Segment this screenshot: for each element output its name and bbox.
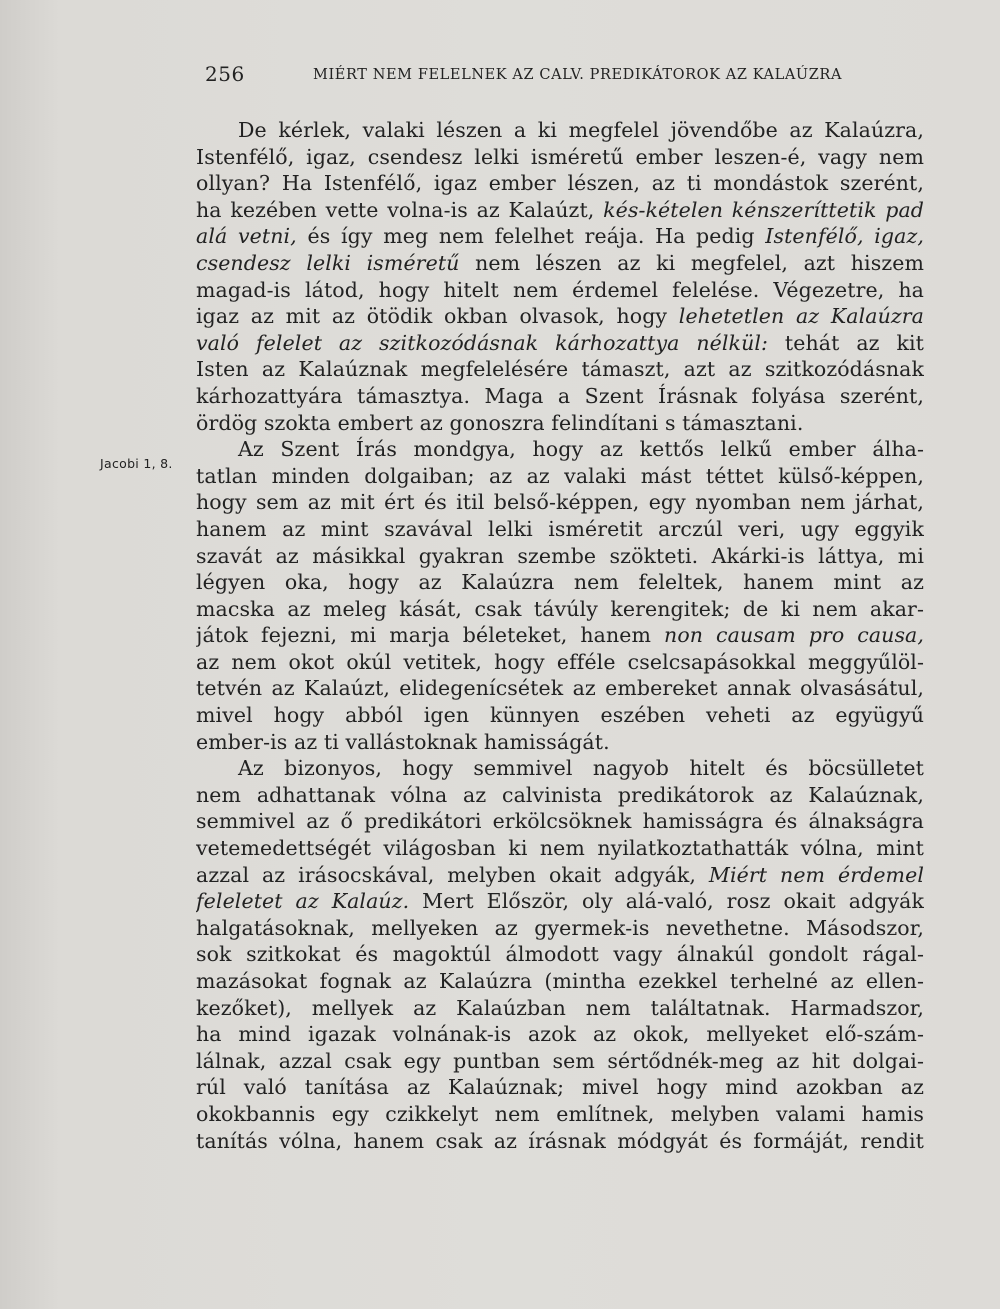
text-segment: szavát az másikkal gyakran szembe szökteti. Akárki-is láttya, mi [196, 543, 924, 568]
body-text [196, 117, 924, 1154]
text-segment: De kérlek, valaki lészen a ki megfelel jövendőbe az Kalaúzra, [238, 118, 924, 142]
text-segment: mazásokat fognak az Kalaúzra (mintha ezekkel terhelné az ellen- [196, 969, 924, 993]
text-line [196, 995, 924, 1022]
text-line [196, 436, 924, 463]
text-line [196, 941, 924, 968]
page-number: 256 [205, 62, 245, 86]
text-line [196, 410, 924, 437]
text-line [196, 782, 924, 809]
text-line [196, 968, 924, 995]
running-title: MIÉRT NEM FELELNEK AZ CALV. PREDIKÁTOROK AZ KALAÚZRA [313, 67, 843, 83]
text-line [196, 356, 924, 383]
text-segment: Az bizonyos, hogy semmivel nagyob hitelt és böcsülletet [238, 756, 924, 781]
text-segment: igaz az mit az ötödik okban olvasok, hogy [196, 304, 679, 329]
text-line [196, 702, 924, 729]
text-line [196, 596, 924, 623]
text-line [196, 622, 924, 649]
text-segment: hogy sem az mit ért és itil belső-képpen, egy nyomban nem járhat, [196, 490, 924, 515]
margin-note: Jacobi 1, 8. [100, 456, 173, 471]
text-segment: tatlan minden dolgaiban; az az valaki mást téttet külső-képpen, [196, 463, 924, 488]
text-segment: tehát az kit [768, 330, 924, 355]
text-segment: macska az meleg kását, csak távúly kerengitek; de ki nem akar- [196, 596, 924, 621]
text-segment: rúl való tanítása az Kalaúznak; mivel hogy mind azokban az [196, 1075, 924, 1100]
text-line [196, 862, 924, 889]
text-line [196, 729, 924, 756]
italic-text: feleletet az Kalaúz. [196, 889, 410, 914]
text-line [196, 675, 924, 702]
text-segment: okokbannis egy czikkelyt nem említnek, melyben valami hamis [196, 1101, 924, 1126]
text-line [196, 117, 924, 144]
running-head [205, 62, 925, 92]
italic-text: lehetetlen az Kalaúzra [678, 304, 924, 329]
text-segment: nem lészen az ki megfelel, azt hiszem [459, 250, 924, 275]
text-segment: kárhozattyára támasztya. Maga a Szent Írásnak folyása szerént, [196, 383, 924, 408]
text-segment: vetemedettségét világosban ki nem nyilatkoztathatták vólna, mint [196, 836, 924, 861]
text-line [196, 915, 924, 942]
text-line [196, 755, 924, 782]
text-line [196, 808, 924, 835]
text-line [196, 250, 924, 277]
text-line [196, 197, 924, 224]
text-segment: ollyan? Ha Istenfélő, igaz ember lészen, az ti mondástok szerént, [196, 171, 924, 196]
text-segment: ördög szokta embert az gonoszra felindítani s támasztani. [196, 410, 804, 435]
text-segment: ember-is az ti vallástoknak hamisságát. [196, 729, 610, 754]
text-line [196, 1048, 924, 1075]
text-line [196, 383, 924, 410]
italic-text: non causam pro causa, [664, 623, 924, 648]
text-segment: ha mind igazak volnának-is azok az okok, mellyeket elő-szám- [196, 1022, 924, 1047]
text-segment: játok fejezni, mi marja béleteket, hanem [196, 623, 665, 648]
text-line [196, 888, 924, 915]
text-line [196, 516, 924, 543]
italic-text: való felelet az szitkozódásnak kárhozattya nélkül: [196, 330, 769, 355]
text-line [196, 1021, 924, 1048]
text-line [196, 1074, 924, 1101]
text-segment: semmivel az ő predikátori erkölcsöknek hamisságra és álnakságra [196, 809, 924, 834]
text-line [196, 463, 924, 490]
text-segment: Mert Először, oly alá-való, rosz okait adgyák [409, 889, 924, 914]
text-line [196, 303, 924, 330]
text-segment: sok szitkokat és magoktúl álmodott vagy álnakúl gondolt rágal- [196, 942, 924, 967]
text-line [196, 569, 924, 596]
text-segment: azzal az irásocskával, melyben okait adgyák, [196, 862, 709, 887]
text-line [196, 223, 924, 250]
italic-text: kés-kételen kénszeríttetik pad [603, 197, 924, 222]
text-segment: tanítás vólna, hanem csak az írásnak módgyát és formáját, rendit [196, 1128, 924, 1153]
text-segment: és így meg nem felelhet reája. Ha pedig [296, 224, 766, 249]
italic-text: alá vetni, [196, 224, 297, 249]
text-segment: kezőket), mellyek az Kalaúzban nem találtatnak. Harmadszor, [196, 995, 924, 1020]
text-segment: az nem okot okúl vetitek, hogy efféle cselcsapásokkal meggyűlöl- [196, 649, 924, 674]
text-line [196, 489, 924, 516]
text-segment: légyen oka, hogy az Kalaúzra nem feleltek, hanem mint az [196, 570, 924, 595]
text-segment: tetvén az Kalaúzt, elidegenícsétek az embereket annak olvasásátul, [196, 676, 924, 701]
text-segment: halgatásoknak, mellyeken az gyermek-is nevethetne. Másodszor, [196, 915, 924, 940]
text-segment: magad-is látod, hogy hitelt nem érdemel felelése. Végezetre, ha [196, 277, 924, 302]
text-segment: mivel hogy abból igen künnyen eszében veheti az együgyű [196, 703, 924, 728]
text-line [196, 543, 924, 570]
text-line [196, 170, 924, 197]
text-segment: ha kezében vette volna-is az Kalaúzt, [196, 197, 604, 222]
text-line [196, 330, 924, 357]
text-segment: Az Szent Írás mondgya, hogy az kettős lelkű ember álha- [238, 437, 924, 462]
italic-text: csendesz lelki isméretű [196, 250, 460, 275]
italic-text: Istenfélő, igaz, [765, 224, 924, 249]
text-line [196, 835, 924, 862]
text-segment: hanem az mint szavával lelki isméretit arczúl veri, ugy eggyik [196, 516, 924, 541]
text-segment: Isten az Kalaúznak megfelelésére támaszt, azt az szitkozódásnak [196, 357, 924, 382]
text-segment: Istenfélő, igaz, csendesz lelki isméretű ember leszen-é, vagy nem [196, 144, 924, 169]
italic-text: Miért nem érdemel [708, 862, 924, 887]
text-line [196, 1101, 924, 1128]
text-line [196, 1128, 924, 1155]
text-line [196, 144, 924, 171]
text-segment: lálnak, azzal csak egy puntban sem sértődnék-meg az hit dolgai- [196, 1048, 924, 1073]
text-line [196, 277, 924, 304]
text-line [196, 649, 924, 676]
text-segment: nem adhattanak vólna az calvinista predikátorok az Kalaúznak, [196, 782, 924, 807]
